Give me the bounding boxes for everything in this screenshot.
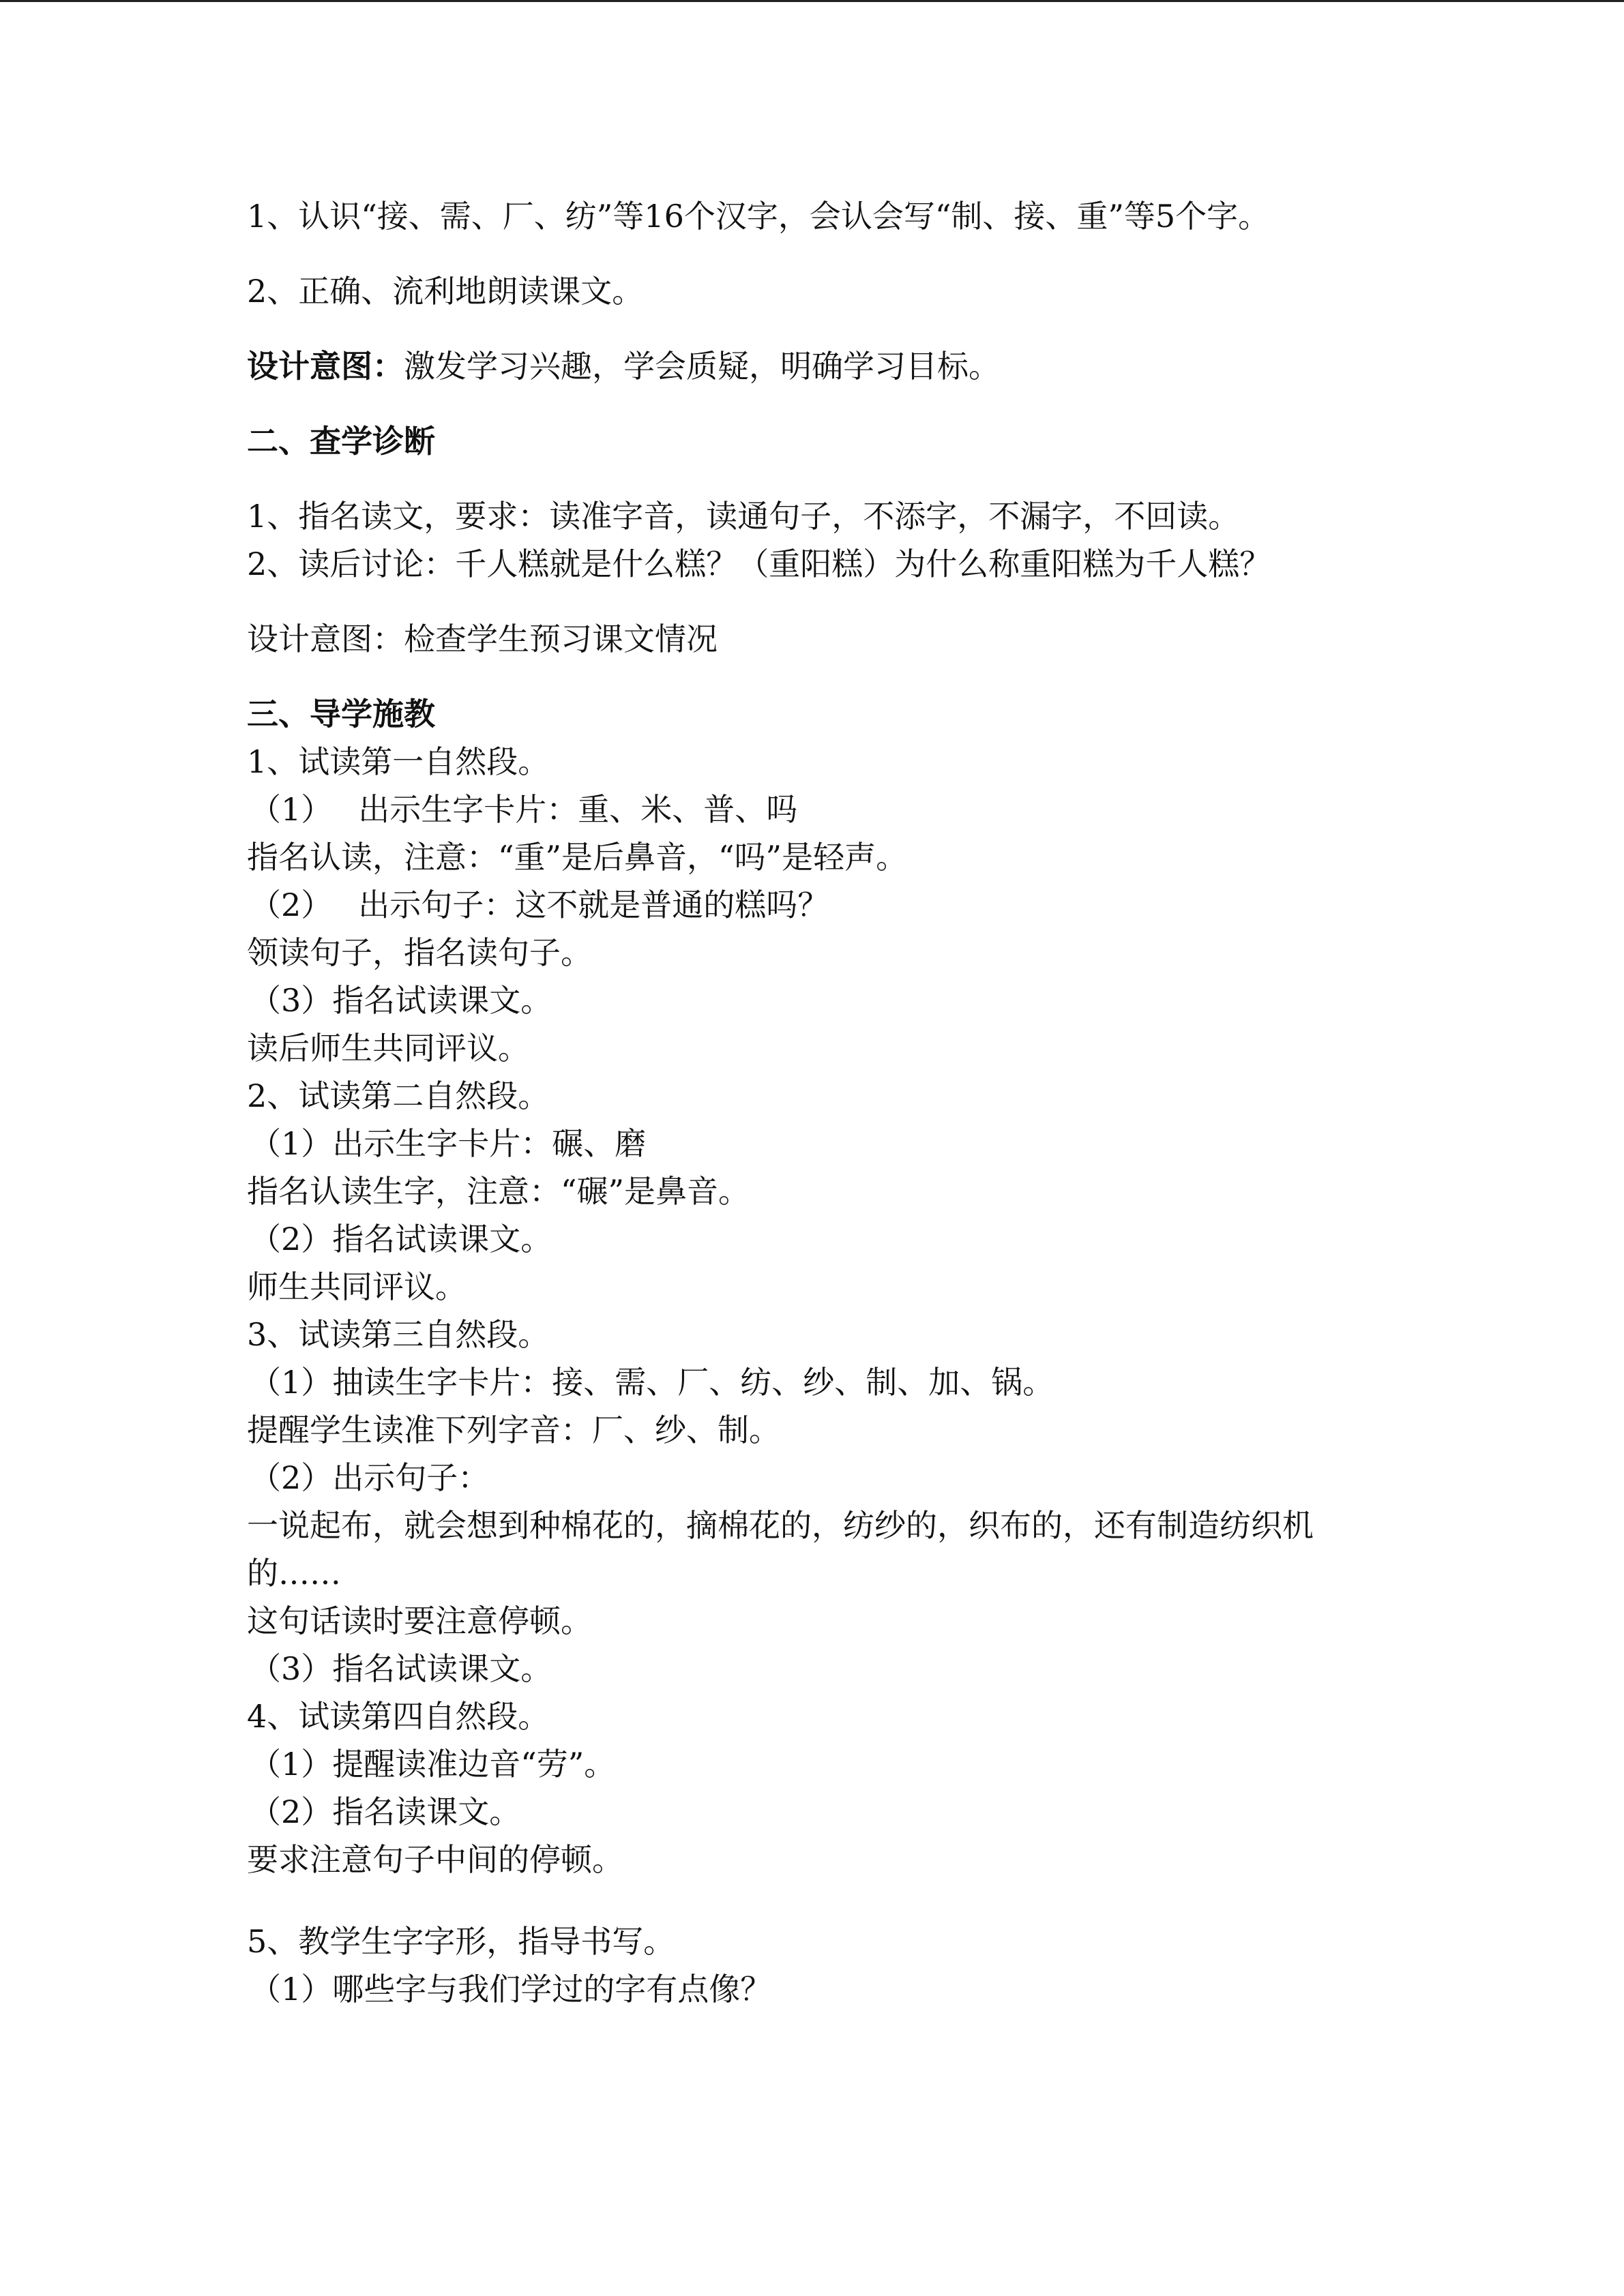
paragraph-3-step-1-note: 提醒学生读准下列字音：厂、纱、制。 — [247, 1412, 780, 1448]
objective-item-1: 1、认识“接、需、厂、纺”等16个汉字，会认会写“制、接、重”等5个字。 — [247, 198, 1270, 235]
diagnosis-item-1: 1、指名读文，要求：读准字音，读通句子，不添字，不漏字，不回读。 — [247, 498, 1240, 535]
step-5-title: 5、教学生字字形，指导书写。 — [247, 1923, 675, 1960]
step-number: （2） — [250, 886, 333, 923]
paragraph-2-step-2: （2）指名试读课文。 — [250, 1221, 552, 1257]
paragraph-1-step-3: （3）指名试读课文。 — [250, 982, 552, 1019]
paragraph-4-step-2: （2）指名读课文。 — [250, 1793, 521, 1830]
paragraph-4-step-1: （1）提醒读准边音“劳”。 — [250, 1746, 616, 1783]
paragraph-1-step-2-note: 领读句子，指名读句子。 — [247, 934, 592, 971]
paragraph-1-step-2 — [247, 881, 1365, 929]
step-text: 出示句子：这不就是普通的糕吗？ — [358, 886, 829, 923]
step-5-item-1: （1）哪些字与我们学过的字有点像？ — [250, 1971, 772, 2008]
paragraph-1-step-1-note: 指名认读，注意：“重”是后鼻音，“吗”是轻声。 — [247, 839, 908, 876]
paragraph-3-step-1: （1）抽读生字卡片：接、需、厂、纺、纱、制、加、锅。 — [250, 1364, 1054, 1401]
paragraph-2-title: 2、试读第二自然段。 — [247, 1077, 550, 1114]
document-page — [247, 192, 1365, 2013]
paragraph-3-title: 3、试读第三自然段。 — [247, 1316, 550, 1353]
design-intent-1 — [247, 342, 1365, 390]
paragraph-2-step-2-note: 师生共同评议。 — [247, 1268, 467, 1305]
paragraph-1-step-3-note: 读后师生共同评议。 — [247, 1030, 529, 1067]
design-intent-text: 激发学习兴趣，学会质疑，明确学习目标。 — [404, 348, 1000, 385]
step-text: 出示生字卡片：重、米、普、吗 — [358, 791, 798, 828]
step-number: （1） — [250, 791, 333, 828]
paragraph-3-step-3: （3）指名试读课文。 — [250, 1650, 552, 1687]
paragraph-4-title: 4、试读第四自然段。 — [247, 1698, 550, 1735]
paragraph-1-title: 1、试读第一自然段。 — [247, 743, 550, 780]
paragraph-3-step-2-note: 这句话读时要注意停顿。 — [247, 1602, 592, 1639]
objective-item-2: 2、正确、流利地朗读课文。 — [247, 273, 644, 310]
paragraph-3-example-sentence: 一说起布，就会想到种棉花的，摘棉花的，纺纱的，织布的，还有制造纺织机的…… — [247, 1507, 1314, 1592]
paragraph-1-step-1 — [247, 786, 1365, 833]
paragraph-4-step-2-note: 要求注意句子中间的停顿。 — [247, 1841, 623, 1878]
top-border-rule — [0, 0, 1624, 2]
paragraph-2-step-1: （1）出示生字卡片：碾、磨 — [250, 1125, 647, 1162]
design-intent-2: 设计意图：检查学生预习课文情况 — [247, 621, 718, 657]
paragraph-3-step-2: （2）出示句子： — [250, 1459, 490, 1496]
design-intent-label: 设计意图： — [247, 348, 404, 385]
paragraph-2-step-1-note: 指名认读生字，注意：“碾”是鼻音。 — [247, 1173, 750, 1210]
section-heading-diagnosis: 二、查学诊断 — [247, 423, 435, 460]
diagnosis-item-2: 2、读后讨论：千人糕就是什么糕？（重阳糕）为什么称重阳糕为千人糕？ — [247, 546, 1271, 582]
section-heading-guided-teaching: 三、导学施教 — [247, 696, 435, 732]
